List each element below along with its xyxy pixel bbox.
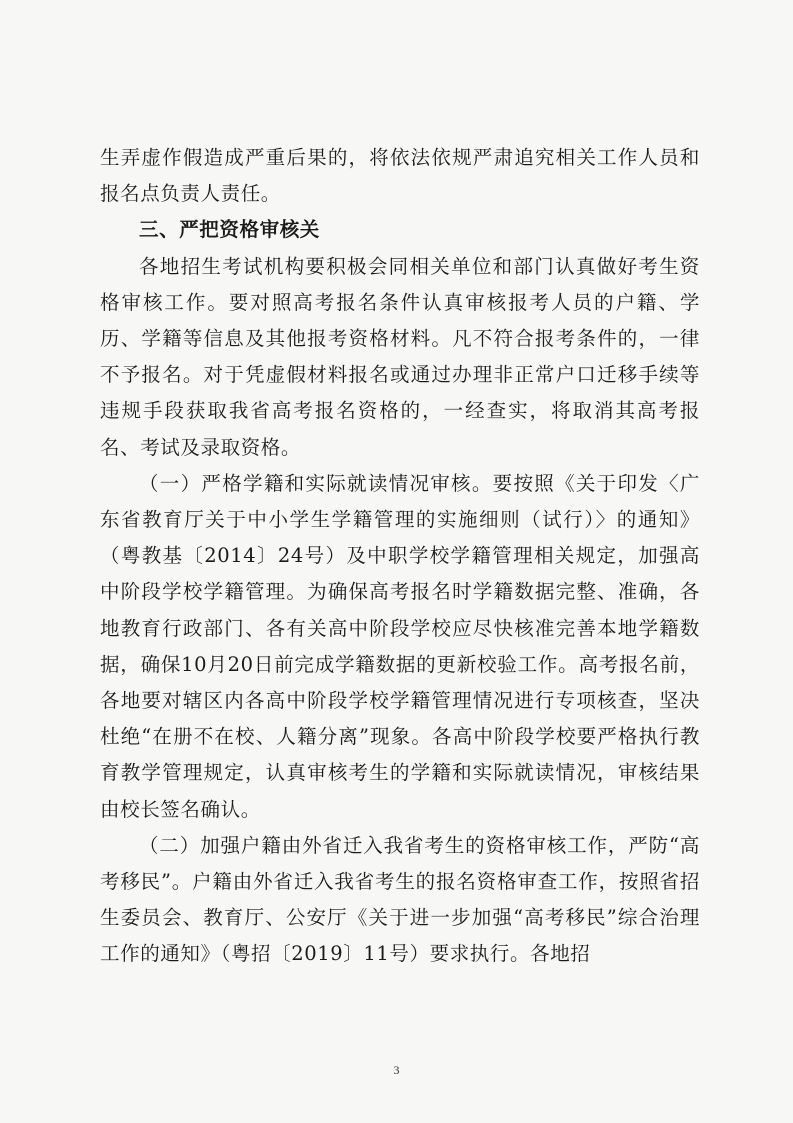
section-heading: 三、严把资格审核关	[139, 218, 320, 242]
paragraph: （一）严格学籍和实际就读情况审核。要按照《关于印发〈广东省教育厅关于中小学生学籍管理的实施细则（试行）〉的通知》（粤教基〔2014〕24号）及中职学校学籍管理相关规定，加强高中阶段学校学籍管理。为确保高考报名时学籍数据完整、准确，各地教育行政部门、各有关高中阶段学校应尽快核准完善本地学籍数据，确保10月20日前完成学籍数据的更新校验工作。高考报名前，各地要对辖区内各高中阶段学校学籍管理情况进行专项核查，坚决杜绝“在册不在校、人籍分离”现象。各高中阶段学校要严格执行教育教学管理规定，认真审核考生的学籍和实际就读情况，审核结果由校长签名确认。	[100, 471, 700, 821]
document-body	[100, 140, 700, 973]
paragraph: （二）加强户籍由外省迁入我省考生的资格审核工作，严防“高考移民”。户籍由外省迁入我省考生的报名资格审查工作，按照省招生委员会、教育厅、公安厅《关于进一步加强“高考移民”综合治理工作的通知》（粤招〔2019〕11号）要求执行。各地招	[100, 833, 700, 966]
paragraph: 各地招生考试机构要积极会同相关单位和部门认真做好考生资格审核工作。要对照高考报名条件认真审核报考人员的户籍、学历、学籍等信息及其他报考资格材料。凡不符合报考条件的，一律不予报名。对于凭虚假材料报名或通过办理非正常户口迁移手续等违规手段获取我省高考报名资格的，一经查实，将取消其高考报名、考试及录取资格。	[100, 254, 700, 459]
page-number: 3	[393, 1063, 400, 1077]
paragraph-continuation: 生弄虚作假造成严重后果的，将依法依规严肃追究相关工作人员和报名点负责人责任。	[100, 146, 700, 206]
